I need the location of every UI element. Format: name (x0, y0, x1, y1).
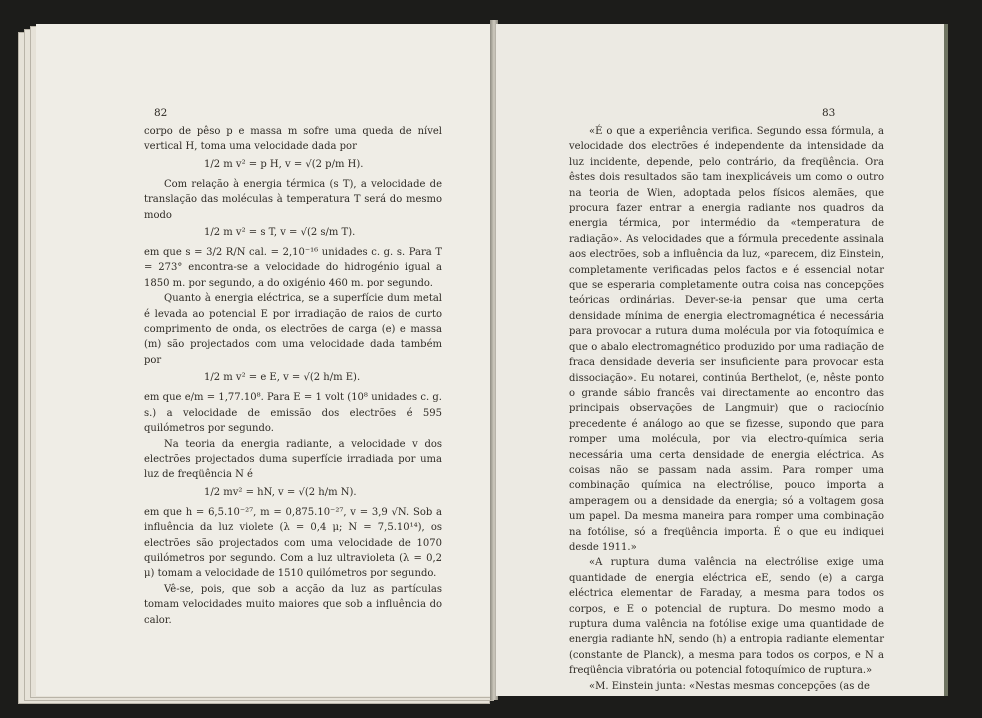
formula: 1/2 m v² = e E, v = √(2 h/m E). (204, 372, 361, 384)
paragraph: Com relação à energia térmica (s T), a velocidade de translação das moléculas à temperatura T será do mesmo modo (144, 178, 442, 221)
page-number: 82 (154, 107, 168, 119)
paragraph: corpo de pêso p e massa m sofre uma queda de nível vertical H, toma uma velocidade dada por (144, 126, 442, 153)
left-page-text (144, 124, 442, 628)
paragraph: Quanto à energia eléctrica, se a superfície dum metal é levada ao potencial E por irradiação de raios de curto comprimento de onda, os electrões de carga (e) e massa (m) são projectados com uma velocidade dada também por (144, 293, 442, 366)
right-page-text (569, 124, 884, 694)
paragraph: «M. Einstein junta: «Nestas mesmas concepções (as de (589, 680, 870, 692)
paragraph: em que e/m = 1,77.10⁸. Para E = 1 volt (10⁸ unidades c. g. s.) a velocidade de emissão dos electrões é 595 quilómetros por segundo. (144, 392, 442, 435)
left-page (36, 24, 494, 696)
page-number: 83 (822, 107, 836, 119)
formula: 1/2 m v² = s T, v = √(2 s/m T). (204, 227, 356, 239)
paragraph: em que s = 3/2 R/N cal. = 2,10⁻¹⁶ unidades c. g. s. Para T = 273° encontra-se a velocidade do hidrogénio igual a 1850 m. por segundo, a do oxigénio 460 m. por segundo. (144, 247, 442, 289)
paragraph: Vê-se, pois, que sob a acção da luz as partículas tomam velocidades muito maiores que sob a influência do calor. (144, 583, 442, 626)
formula: 1/2 mv² = hN, v = √(2 h/m N). (204, 486, 357, 498)
right-page (496, 24, 948, 696)
paragraph: em que h = 6,5.10⁻²⁷, m = 0,875.10⁻²⁷, v = 3,9 √N. Sob a influência da luz violete (λ = 0,4 μ; N = 7,5.10¹⁴), os electrões são projectados com uma velocidade de 1070 quilómetros por segundo. Com a luz ultravioleta (λ = 0,2 μ) tomam a velocidade de 1510 quilómetros por segundo. (144, 506, 442, 580)
formula: 1/2 m v² = p H, v = √(2 p/m H). (204, 158, 364, 170)
paragraph: «É o que a experiência verifica. Segundo essa fórmula, a velocidade dos electrões é independente da intensidade da luz incidente, depende, pelo contrário, da freqüência. Ora êstes dois resultados são tam inexplicáveis um como o outro na teoria de Wien, adoptada pelos físicos alemães, que procura fazer entrar a energia radiante nos quadros da energia térmica, por intermédio da «temperatura de radiação». As velocidades que a fórmula precedente assinala aos electrões, sob a influência da luz, «parecem, diz Einstein, completamente verificadas pelos factos e é essencial notar que se esperaria completamente outra coisa nas concepções teóricas ordinárias. Dever-se-ia pensar que uma certa densidade mínima de energia electromagnética é necessária para provocar a rutura duma molécula por via fotoquímica e que o abalo electromagnético produzido por uma radiação de fraca densidade deveria ser insuficiente para provocar esta dissociação». Eu notarei, continúa Berthelot, (e, nêste ponto o grande sábio francês vai directamente ao encontro das principais observações de Langmuir) que o raciocínio precedente é análogo ao que se fizesse, supondo que para romper uma molécula, por via electro-química seria necessária uma certa densidade de energia eléctrica. As coisas não se passam nada assim. Para romper uma combinação química na electrólise, pouco importa a amperagem ou a densidade da energia; só a voltagem gosa um papel. Da mesma maneira para romper uma combinação na fotólise, só a freqüência importa. É o que eu indiquei desde 1911.» (569, 126, 884, 553)
paragraph: «A ruptura duma valência na electrólise exige uma quantidade de energia eléctrica eE, sendo (e) a carga eléctrica elementar de Faraday, a mesma para todos os corpos, e E o potencial de ruptura. Do mesmo modo a ruptura duma valência na fotólise exige uma quantidade de energia radiante hN, sendo (h) a entropia radiante elementar (constante de Planck), a mesma para todos os corpos, e N a freqüência vibratória ou potencial fotoquímico de ruptura.» (569, 557, 884, 677)
paragraph: Na teoria da energia radiante, a velocidade v dos electrões projectados duma superfície irradiada por uma luz de freqüência N é (144, 438, 442, 481)
